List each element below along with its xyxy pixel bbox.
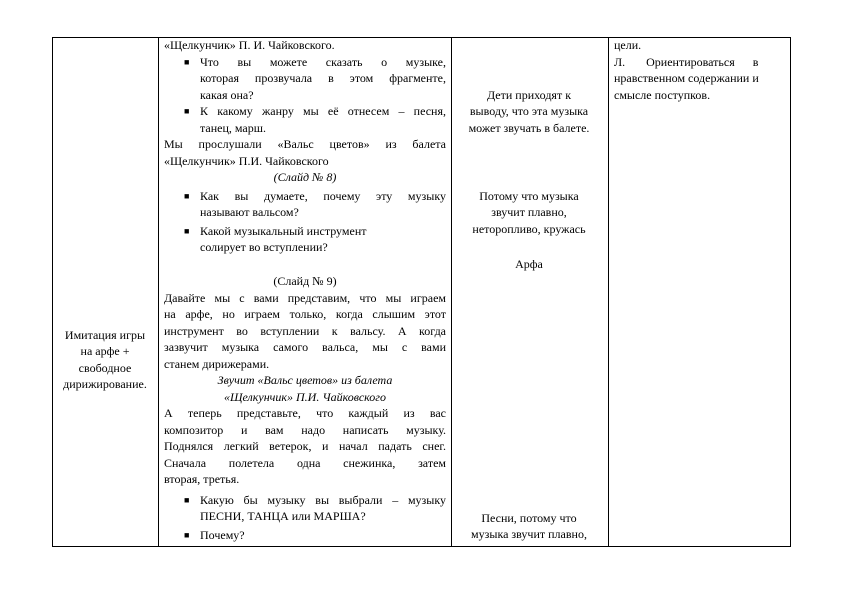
question-line: называют вальсом?: [200, 205, 299, 219]
text-line: «Щелкунчик» П.И. Чайковского: [164, 154, 329, 168]
question-line: Как вы думаете, почему эту музыку: [200, 189, 446, 203]
column-divider: [451, 37, 452, 547]
question-line: Почему?: [200, 528, 245, 542]
bullet-icon: ■: [184, 226, 190, 236]
question-line: ПЕСНИ, ТАНЦА или МАРША?: [200, 509, 366, 523]
slide-label: (Слайд № 8): [273, 170, 337, 184]
outcome-line: Л. Ориентироваться в: [614, 55, 759, 69]
text-line: зазвучит музыка самого вальса, мы с вами: [164, 340, 446, 354]
answer-line: музыка звучит плавно,: [471, 527, 587, 541]
answer-line: выводу, что эта музыка: [469, 104, 589, 118]
question-line: Какой музыкальный инструмент: [200, 224, 367, 238]
bullet-icon: ■: [184, 57, 190, 67]
text-line: на арфе, но играем только, когда слышим этот: [164, 307, 446, 321]
outcome-line: нравственном содержании и: [614, 71, 759, 85]
music-cue: Звучит «Вальс цветов» из балета: [217, 373, 393, 387]
activity-line: дирижирование.: [63, 377, 147, 391]
outcome-line: смысле поступков.: [614, 88, 711, 102]
bullet-icon: ■: [184, 495, 190, 505]
answer-line: неторопливо, кружась: [472, 222, 586, 236]
question-line: которая прозвучала в этом фрагменте,: [200, 71, 446, 85]
answer-line: Дети приходят к: [486, 88, 572, 102]
text-line: Поднялся легкий ветерок, и начал падать снег.: [164, 439, 446, 453]
bullet-icon: ■: [184, 530, 190, 540]
outcome-line: цели.: [614, 38, 642, 52]
answer-line: Потому что музыка: [479, 189, 579, 203]
bullet-icon: ■: [184, 106, 190, 116]
column-divider: [158, 37, 159, 547]
answer-line: Песни, потому что: [481, 511, 577, 525]
slide-label: (Слайд № 9): [273, 274, 337, 288]
activity-line: на арфе +: [80, 344, 130, 358]
question-line: Что вы можете сказать о музыке,: [200, 55, 446, 69]
activity-line: Имитация игры: [64, 328, 146, 342]
question-line: танец, марш.: [200, 121, 266, 135]
text-line: Мы прослушали «Вальс цветов» из балета: [164, 137, 446, 151]
answer-line: Арфа: [515, 257, 543, 271]
answer-line: звучит плавно,: [491, 205, 567, 219]
column-divider: [608, 37, 609, 547]
music-cue: «Щелкунчик» П.И. Чайковского: [224, 390, 386, 404]
activity-line: свободное: [78, 361, 132, 375]
bullet-icon: ■: [184, 191, 190, 201]
text-line: «Щелкунчик» П. И. Чайковского.: [164, 38, 335, 52]
text-line: Сначала полетела одна снежинка, затем: [164, 456, 446, 470]
question-line: какая она?: [200, 88, 254, 102]
text-line: композитор и вам надо написать музыку.: [164, 423, 446, 437]
text-line: А теперь представьте, что каждый из вас: [164, 406, 446, 420]
answer-line: может звучать в балете.: [468, 121, 590, 135]
text-line: инструмент во вступлении к вальсу. А когда: [164, 324, 446, 338]
text-line: Давайте мы с вами представим, что мы играем: [164, 291, 446, 305]
question-line: Какую бы музыку вы выбрали – музыку: [200, 493, 446, 507]
text-line: станем дирижерами.: [164, 357, 270, 371]
text-line: вторая, третья.: [164, 472, 240, 486]
question-line: К какому жанру мы её отнесем – песня,: [200, 104, 446, 118]
question-line: солирует во вступлении?: [200, 240, 328, 254]
